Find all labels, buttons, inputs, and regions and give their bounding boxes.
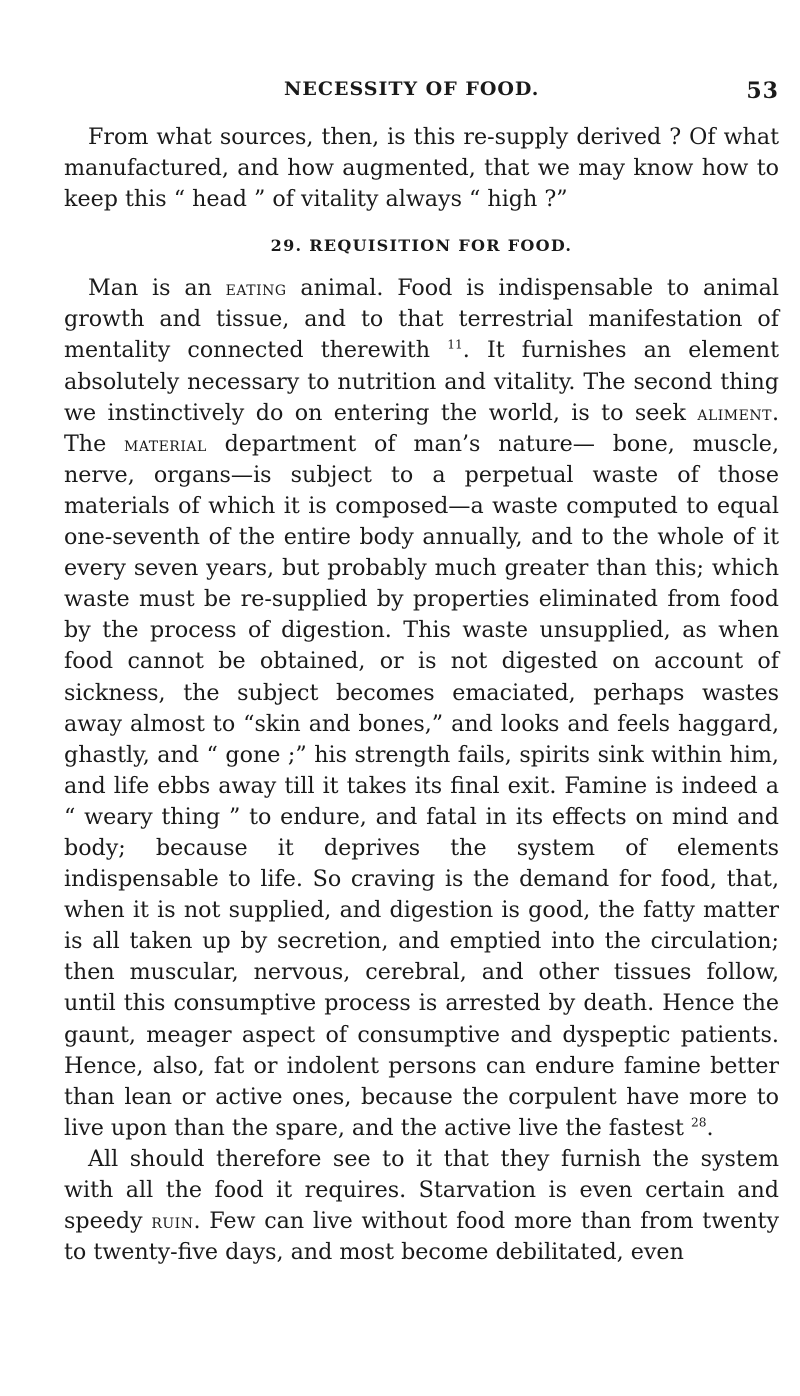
text-run: animal. Food is indispensable to animal growth and tissue, and to that terrestrial manifestation of mentality connected therewith (64, 275, 779, 364)
reference-mark: 11 (447, 338, 463, 353)
emphasis-material: material (124, 431, 207, 456)
body-text (64, 122, 779, 1268)
emphasis-aliment: aliment (697, 400, 772, 425)
text-run: . (706, 1114, 714, 1141)
reference-mark: 28 (691, 1115, 707, 1130)
page-number: 53 (746, 78, 779, 104)
emphasis-eating: eating (225, 276, 287, 301)
section-heading (64, 215, 779, 273)
text-run: department of man’s nature— bone, muscle, nerve, organs—is subject to a perpetual waste of those materials of which it is composed—a waste computed to equal one-seventh of the entire body annually, and to the whole of it every seven years, but probably much greater than this; which waste must be re-supplied by properties eliminated from food by the process of digestion. This waste unsupplied, as when food cannot be obtained, or is not digested on account of sickness, the subject becomes emaciated, perhaps wastes away almost to “skin and bones,” and looks and feels haggard, ghastly, and “ gone ;” his strength fails, spirits sink within him, and life ebbs away till it takes its final exit. Famine is indeed a “ weary thing ” to endure, and fatal in its effects on mind and body; because it deprives the system of elements indispensable to life. So craving is the demand for food, that, when it is not supplied, and digestion is good, the fatty matter is all taken up by secretion, and emptied into the circulation; then muscular, nervous, cerebral, and other tissues follow, until this consumptive process is arrested by death. Hence the gaunt, meager aspect of consumptive and dyspeptic patients. Hence, also, fat or indolent persons can endure famine better than lean or active ones, because the corpulent have more to live upon than the spare, and the active live the fastest (64, 430, 779, 1141)
running-head (64, 78, 779, 108)
running-title: NECESSITY OF FOOD. (284, 78, 540, 100)
text-run: Man is an (88, 275, 226, 302)
section-number: 29. (270, 236, 303, 256)
closing-paragraph (64, 1144, 779, 1268)
section-title: REQUISITION FOR FOOD. (309, 236, 573, 256)
main-paragraph (64, 273, 779, 1144)
text-run: . The (64, 399, 779, 457)
emphasis-ruin: ruin (151, 1209, 194, 1234)
text-run: . Few can live without food more than from twenty to twenty-five days, and most become debilitated, even (64, 1208, 779, 1266)
intro-paragraph: From what sources, then, is this re-supply derived ? Of what manufactured, and how augmented, that we may know how to keep this “ head ” of vitality always “ high ?” (64, 124, 779, 213)
text-run: . It furnishes an element absolutely necessary to nutrition and vitality. The second thing we instinctively do on entering the world, is to seek (64, 337, 779, 426)
text-run: All should therefore see to it that they furnish the system with all the food it requires. Starvation is even certain and speedy (64, 1145, 779, 1235)
